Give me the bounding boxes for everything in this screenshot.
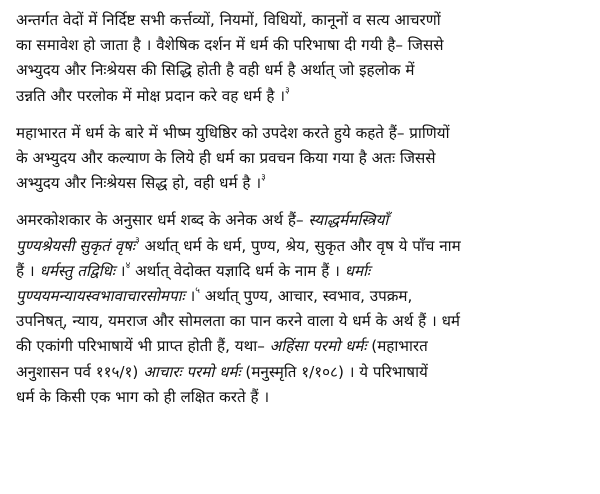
- sanskrit-quote: स्याद्धर्ममस्त्रियाँ: [308, 211, 389, 230]
- text-line: [16, 8, 586, 33]
- text-line: [16, 309, 586, 334]
- text-segment: की एकांगी परिभाषायें भी प्राप्त होती हैं, यथा–: [16, 337, 270, 356]
- text-segment: अभ्युदय और निःश्रेयस की सिद्धि होती है वही धर्म है अर्थात् जो इहलोक में: [16, 61, 415, 80]
- text-segment: उन्नति और परलोक में मोक्ष प्रदान करे वह धर्म है ।: [16, 86, 286, 105]
- text-segment: (महाभारत: [366, 337, 428, 356]
- paragraph-2: [16, 121, 586, 197]
- text-line: [16, 334, 586, 359]
- text-segment: अभ्युदय और निःश्रेयस सिद्ध हो, वही धर्म है ।: [16, 174, 262, 193]
- text-segment: धर्म के किसी एक भाग को ही लक्षित करते हैं ।: [16, 387, 270, 406]
- text-line: [16, 259, 586, 284]
- text-segment: उपनिषत्, न्याय, यमराज और सोमलता का पान करने वाला ये धर्म के अर्थ हैं । धर्म: [16, 312, 461, 331]
- sanskrit-quote: धर्माः: [344, 261, 371, 280]
- footnote-marker: ४: [125, 260, 131, 271]
- footnote-marker: ३: [285, 85, 290, 96]
- sanskrit-quote: आचारः परमो धर्मः: [143, 362, 241, 381]
- text-line: [16, 171, 586, 196]
- text-segment: के अभ्युदय और कल्याण के लिये ही धर्म का प्रवचन किया गया है अतः जिससे: [16, 149, 436, 168]
- text-line: [16, 58, 586, 83]
- text-segment: ।: [184, 287, 196, 306]
- text-line: [16, 385, 586, 410]
- sanskrit-quote: पुण्यश्रेयसी सुकृतं वृषः: [16, 236, 135, 255]
- footnote-marker: ३: [261, 173, 266, 184]
- sanskrit-quote: अहिंसा परमो धर्मः: [269, 337, 367, 356]
- text-line: [16, 84, 586, 109]
- text-segment: अनुशासन पर्व ११५/१): [16, 362, 144, 381]
- footnote-marker: ३: [134, 235, 140, 246]
- text-line: [16, 121, 586, 146]
- sanskrit-quote: धर्मस्तु तद्विधिः: [39, 261, 115, 280]
- footnote-marker: ५: [195, 285, 200, 296]
- text-segment: अन्तर्गत वेदों में निर्दिष्ट सभी कर्त्तव्यों, नियमों, विधियों, कानूनों व सत्य आचरणों: [16, 11, 441, 29]
- text-line: [16, 284, 586, 309]
- text-line: [16, 146, 586, 171]
- text-segment: ।: [114, 261, 126, 280]
- text-segment: हैं ।: [16, 261, 40, 280]
- text-line: [16, 33, 586, 58]
- sanskrit-quote: पुण्ययमन्यायस्वभावाचारसोमपाः: [16, 287, 185, 306]
- text-line: [16, 234, 586, 259]
- text-segment: (मनुस्मृति १/१०८) । ये परिभाषायें: [240, 362, 428, 381]
- paragraph-1: [16, 8, 586, 109]
- text-segment: अर्थात् वेदोक्त यज्ञादि धर्म के नाम हैं ।: [130, 261, 345, 280]
- text-segment: का समावेश हो जाता है । वैशेषिक दर्शन में धर्म की परिभाषा दी गयी है– जिससे: [16, 36, 444, 55]
- text-line: [16, 208, 586, 233]
- text-segment: अर्थात् पुण्य, आचार, स्वभाव, उपक्रम,: [199, 287, 413, 306]
- text-line: [16, 360, 586, 385]
- text-segment: महाभारत में धर्म के बारे में भीष्म युधिष्ठिर को उपदेश करते हुये कहते हैं– प्राणियों: [16, 123, 450, 142]
- text-segment: अर्थात् धर्म के धर्म, पुण्य, श्रेय, सुकृत और वृष ये पाँच नाम: [139, 236, 461, 255]
- text-segment: अमरकोशकार के अनुसार धर्म शब्द के अनेक अर्थ हैं–: [16, 211, 309, 230]
- paragraph-3: [16, 208, 586, 410]
